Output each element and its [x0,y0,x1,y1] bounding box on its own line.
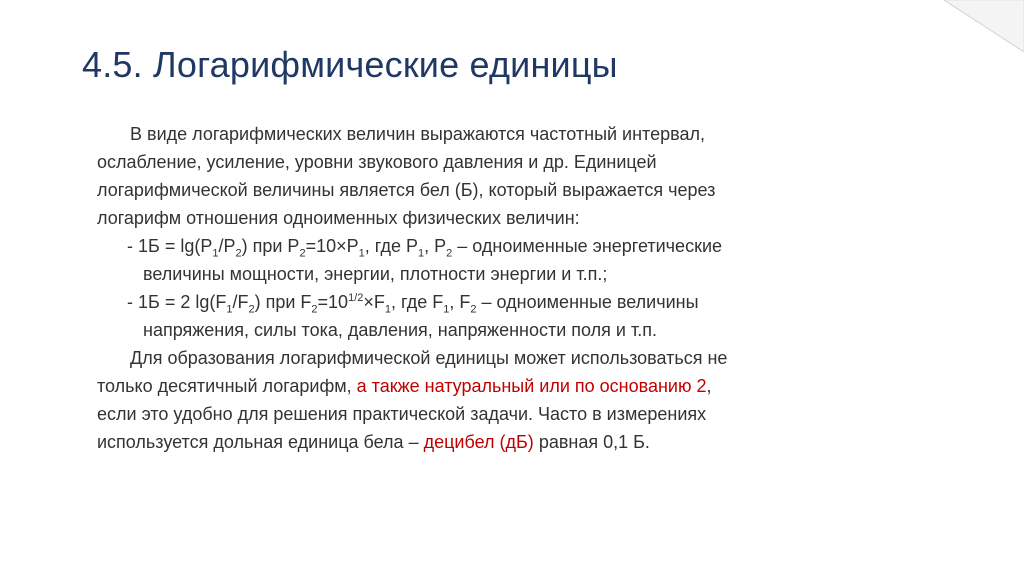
formula2-text: /F [232,292,249,312]
formula1-sub: 2 [235,247,242,260]
formula2-text: ×F [363,292,385,312]
formula2-line [97,288,817,316]
page-corner-decoration [944,0,1024,52]
formula1-sub: 2 [446,247,453,260]
formula2-sub: 1 [443,303,450,316]
formula1-text: , где P [364,236,419,256]
paragraph2-text: используется дольная единица бела – [97,432,424,452]
formula1-line [97,232,817,260]
formula2-sub: 1 [384,303,392,316]
formula2-continuation: напряжения, силы тока, давления, напряженности поля и т.п. [143,320,657,340]
formula1-sub: 2 [299,247,306,260]
paragraph2-line2 [97,372,817,400]
formula2-text: =10 [317,292,349,312]
formula2-sub: 2 [470,303,477,316]
formula2-text: ) при F [254,292,312,312]
formula1-text: , P [424,236,447,256]
paragraph1-line1: В виде логарифмических величин выражаются частотный интервал, [130,124,705,144]
body-text [97,120,817,456]
formula1-sub: 1 [418,247,425,260]
formula2-prefix: - 1Б = 2 lg(F [127,292,227,312]
paragraph2-text: , [706,376,712,396]
formula1-text: – одноименные энергетические [452,236,723,256]
paragraph2-line3: если это удобно для решения практической задачи. Часто в измерениях [97,404,707,424]
formula1-continuation: величины мощности, энергии, плотности энергии и т.п.; [143,264,608,284]
formula1-prefix: - 1Б = lg(P [127,236,213,256]
formula2-text: – одноименные величины [476,292,699,312]
paragraph2-line4 [97,428,817,456]
formula2-sup: 1/2 [348,292,364,304]
formula2-sub: 1 [226,303,233,316]
formula1-text: =10×P [305,236,359,256]
paragraph1-line4: логарифм отношения одноименных физических величин: [97,208,580,228]
formula2-text: , F [449,292,471,312]
paragraph2-line1: Для образования логарифмической единицы может использоваться не [130,348,728,368]
paragraph1-line2: ослабление, усиление, уровни звукового давления и др. Единицей [97,152,657,172]
paragraph2-text: равная 0,1 Б. [533,432,650,452]
formula2-sub: 2 [248,303,255,316]
highlight-text: децибел (дБ) [423,432,534,452]
formula1-text: /P [218,236,236,256]
formula2-sub: 2 [311,303,318,316]
paragraph2-text: только десятичный логарифм, [97,376,357,396]
paragraph1-line3: логарифмической величины является бел (Б), который выражается через [97,180,716,200]
formula2-text: , где F [391,292,444,312]
formula1-text: ) при P [241,236,300,256]
formula1-sub: 1 [212,247,219,260]
highlight-text: а также натуральный или по основанию 2 [356,376,707,396]
formula1-sub: 1 [358,247,365,260]
page-title: 4.5. Логарифмические единицы [82,44,618,85]
